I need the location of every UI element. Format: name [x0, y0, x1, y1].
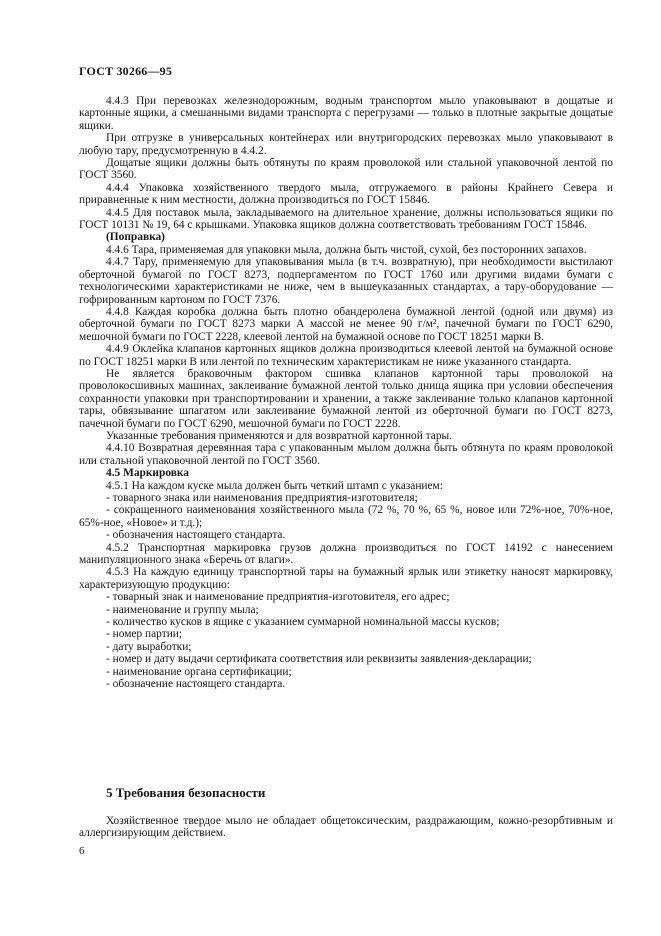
paragraph: Хозяйственное твердое мыло не обладает общетоксическим, раздражающим, кожно-резорбтивным и аллергизирующим действием. [79, 815, 613, 840]
section-5-body [79, 815, 613, 840]
list-item: - количество кусков в ящике с указанием суммарной номинальной массы кусков; [106, 616, 500, 629]
paragraph: Не является браковочным фактором сшивка клапанов картонной тары проволокой на проволокосшивных машинах, заклеивание бумажной лентой только днища ящика при условии обеспечения сохранности упаковки при транспортировании и хранении, а также заклеивание только клапанов картонной тары, обвязывание шпагатом или заклеивание бумажной лентой из оберточной бумаги по ГОСТ 8273, пачечной бумаги по ГОСТ 6290, мешочной бумаги по ГОСТ 2228. [79, 367, 613, 430]
paragraph: 4.4.10 Возвратная деревянная тара с упакованным мылом должна быть обтянута по краям проволокой или стальной упаковочной лентой по ГОСТ 3560. [79, 442, 613, 467]
list-item: - наименование органа сертификации; [106, 665, 292, 678]
document-header: ГОСТ 30266—95 [79, 64, 173, 78]
paragraph: 4.4.3 При перевозках железнодорожным, водным транспортом мыло упаковывают в дощатые и картонные ящики, а смешанными видами транспорта с перегрузами — только в плотные закрытые дощатые ящики. [79, 95, 613, 132]
paragraph: Дощатые ящики должны быть обтянуты по краям проволокой или стальной упаковочной лентой по ГОСТ 3560. [79, 157, 613, 182]
paragraph: 4.4.9 Оклейка клапанов картонных ящиков должна производиться клеевой лентой на бумажной основе по ГОСТ 18251 марки В или лентой по техническим характеристикам не ниже указанного стандарта. [79, 343, 613, 368]
paragraph: 4.4.8 Каждая коробка должна быть плотно обандеролена бумажной лентой (одной или двумя) из оберточной бумаги по ГОСТ 8273 марки А массой не менее 90 г/м², пачечной бумаги по ГОСТ 6290, мешочной бумаги по ГОСТ 2228, клеевой лентой на бумажной основе по ГОСТ 18251 марки В. [79, 305, 613, 343]
paragraph: Указанные требования применяются и для возвратной картонной тары. [106, 429, 453, 442]
list-item: - дату выработки; [106, 640, 192, 653]
paragraph: (Поправка) [106, 231, 165, 244]
paragraph: 4.5.3 На каждую единицу транспортной тары на бумажный ярлык или этикетку наносят маркировку, характеризующую продукцию: [79, 566, 613, 591]
paragraph: 4.5.2 Транспортная маркировка грузов должна производиться по ГОСТ 14192 с нанесением манипуляционного знака «Беречь от влаги». [79, 541, 613, 567]
paragraph: При отгрузке в универсальных контейнерах или внутригородских перевозках мыло упаковывают в любую тару, предусмотренную в 4.4.2. [79, 132, 613, 157]
document-body [79, 95, 613, 691]
list-item: - номер и дату выдачи сертификата соответствия или реквизиты заявления-декларации; [106, 653, 532, 666]
list-item: - товарный знак и наименование предприятия-изготовителя, его адрес; [106, 591, 450, 604]
paragraph: 4.4.4 Упаковка хозяйственного твердого мыла, отгружаемого в районы Крайнего Севера и приравненные к ним местности, должна производиться по ГОСТ 15846. [79, 181, 613, 207]
list-item: - обозначение настоящего стандарта. [106, 678, 286, 691]
paragraph: 4.4.5 Для поставок мыла, закладываемого на длительное хранение, должны использоваться ящики по ГОСТ 10131 № 19, 64 с крышками. Упаковка ящиков должна соответствовать требованиям ГОСТ 15846. [79, 206, 613, 232]
paragraph: 4.5 Маркировка [106, 467, 189, 480]
paragraph: 4.4.6 Тара, применяемая для упаковки мыла, должна быть чистой, сухой, без посторонних запахов. [106, 243, 587, 256]
list-item: - обозначения настоящего стандарта. [106, 529, 286, 542]
paragraph: - сокращенного наименования хозяйственного мыла (72 %, 70 %, 65 %, новое или 72%-ное, 70%-ное, 65%-ное, «Новое» и т.д.); [79, 504, 613, 529]
paragraph: 4.5.1 На каждом куске мыла должен быть четкий штамп с указанием: [106, 479, 443, 492]
section-5-title: 5 Требования безопасности [106, 785, 266, 800]
paragraph: 4.4.7 Тару, применяемую для упаковывания мыла (в т.ч. возвратную), при необходимости выстилают оберточной бумагой по ГОСТ 8273, подпергаментом по ГОСТ 1760 или другими видами бумаги с технологическими характеристиками не ниже, чем в вышеуказанных стандартах, а тару-оборудование — гофрированным картоном по ГОСТ 7376. [79, 256, 613, 306]
list-item: - товарного знака или наименования предприятия-изготовителя; [106, 492, 418, 504]
list-item: - номер партии; [106, 628, 183, 641]
page-number: 6 [79, 845, 85, 857]
list-item: - наименование и группу мыла; [106, 603, 259, 616]
